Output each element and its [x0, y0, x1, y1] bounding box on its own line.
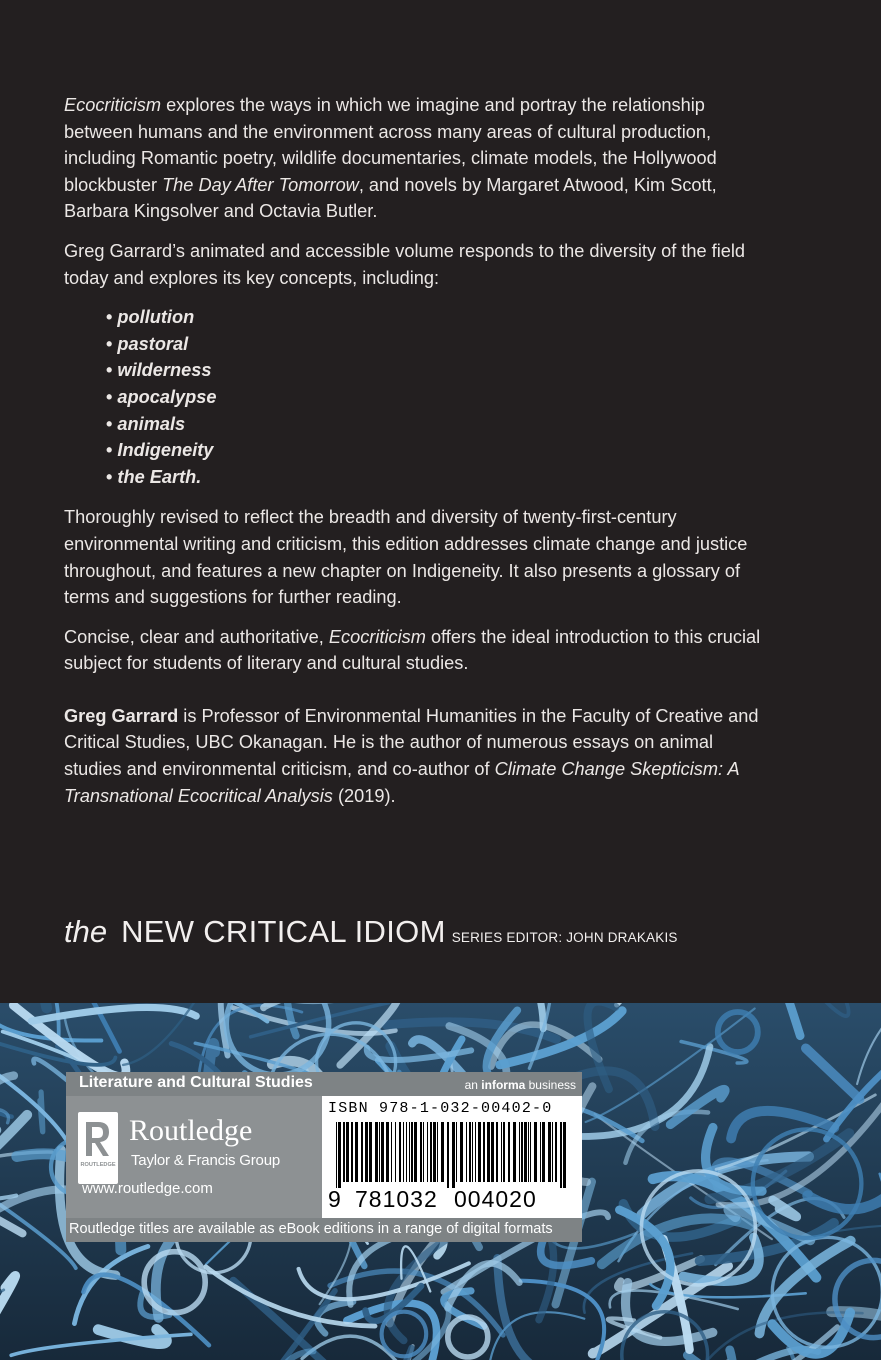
publisher-block [66, 1096, 322, 1218]
list-item: • apocalypse [106, 384, 764, 411]
barcode-bar [351, 1122, 353, 1182]
informa-tagline: an informa business [464, 1078, 576, 1092]
publisher-group: Taylor & Francis Group [131, 1152, 280, 1169]
barcode-bar [491, 1122, 494, 1182]
barcode-bar [552, 1122, 553, 1182]
coauthored-book-title: Climate Change Skepticism: A Transnational Ecocritical Analysis [64, 759, 739, 806]
barcode-bar [548, 1122, 551, 1182]
isbn-barcode-block: ISBN 978-1-032-00402-0 9 781032 004020 [322, 1096, 582, 1218]
barcode-bar [563, 1122, 566, 1188]
barcode-bar [409, 1122, 410, 1182]
publisher-label [66, 1072, 582, 1242]
barcode-bar [365, 1122, 368, 1182]
list-item: • pastoral [106, 331, 764, 358]
isbn-label: ISBN 978-1-032-00402-0 [328, 1100, 553, 1117]
barcode-bar [478, 1122, 481, 1182]
barcode-bar [430, 1122, 432, 1182]
barcode-bar [361, 1122, 363, 1182]
barcode-bar [423, 1122, 424, 1182]
barcode-bar [466, 1122, 467, 1182]
blurb-paragraph-1: Ecocriticism explores the ways in which we imagine and portray the relationship between humans and the environment across many areas of cultural production, including Romantic poetry, wildlife documentaries, climate models, the Hollywood blockbuster The Day After Tomorrow, and novels by Margaret Atwood, Kim Scott, Barbara Kingsolver and Octavia Butler. [64, 95, 717, 222]
barcode-bar [475, 1122, 476, 1182]
blurb-paragraph-2: Greg Garrard’s animated and accessible volume responds to the diversity of the field today and explores its key concepts, including: [64, 240, 746, 288]
barcode-bar [496, 1122, 498, 1182]
svg-text:ROUTLEDGE: ROUTLEDGE [80, 1162, 116, 1168]
barcode-bar [343, 1122, 345, 1182]
barcode-bar [427, 1122, 428, 1182]
book-title-italic: Ecocriticism [328, 626, 426, 647]
barcode-bar [487, 1122, 490, 1182]
book-title-italic: Ecocriticism [64, 95, 162, 115]
barcode-bar [452, 1122, 455, 1188]
barcode-bar [501, 1122, 502, 1182]
barcode-bar [403, 1122, 404, 1182]
list-item: • pollution [106, 304, 764, 331]
barcode-bar [472, 1122, 473, 1182]
blurb [64, 92, 764, 822]
ebook-note: Routledge titles are available as eBook editions in a range of digital formats [69, 1221, 553, 1237]
barcode-bar [406, 1122, 407, 1182]
barcode-bar [534, 1122, 537, 1182]
series-the: the [64, 914, 108, 949]
list-item: • Indigeneity [106, 437, 764, 464]
barcode-bar [447, 1122, 449, 1188]
barcode-bar [420, 1122, 422, 1182]
ebook-note-bar [66, 1218, 582, 1242]
subject-category: Literature and Cultural Studies [79, 1074, 313, 1091]
publisher-name: Routledge [129, 1114, 253, 1147]
barcode-bar [456, 1122, 457, 1182]
blurb-paragraph-4: Concise, clear and authoritative, Ecocriticism offers the ideal introduction to this crucial subject for students of literary and cultural studies. [64, 626, 761, 674]
barcode-bar [521, 1122, 523, 1182]
barcode-bar [433, 1122, 436, 1182]
barcode-bar [483, 1122, 485, 1182]
film-title: The Day After Tomorrow [162, 174, 359, 195]
barcode-bar [399, 1122, 401, 1182]
series-editor: SERIES EDITOR: JOHN DRAKAKIS [451, 930, 678, 945]
barcode-bar [336, 1122, 337, 1188]
barcode-bar [386, 1122, 389, 1182]
barcode-bar [555, 1122, 557, 1182]
routledge-logo-icon [78, 1112, 118, 1184]
barcode-bar [542, 1122, 545, 1182]
barcode-bar [469, 1122, 471, 1182]
barcode-bar [437, 1122, 438, 1182]
barcode-bar [519, 1122, 520, 1182]
barcode-bar [524, 1122, 527, 1182]
list-item: • wilderness [106, 357, 764, 384]
series-title [64, 914, 678, 950]
barcode-bar [460, 1122, 463, 1182]
author-bio: Greg Garrard is Professor of Environmental Humanities in the Faculty of Creative and Critical Studies, UBC Okanagan. He is the author of numerous essays on animal studies and environmental criticism, and co-author of Climate Change Skepticism: A Transnational Ecocritical Analysis (2019). [64, 705, 759, 806]
barcode-bar [379, 1122, 380, 1182]
barcode-bar [540, 1122, 541, 1182]
barcode-bar [503, 1122, 505, 1182]
barcode-bar [369, 1122, 372, 1182]
barcode-bar [391, 1122, 392, 1182]
barcode-icon [336, 1122, 568, 1188]
category-bar [66, 1072, 582, 1096]
barcode-bar [411, 1122, 413, 1182]
barcode-bar [381, 1122, 384, 1182]
list-item: • animals [106, 411, 764, 438]
barcode-bar [441, 1122, 444, 1182]
barcode-bar [508, 1122, 510, 1182]
barcode-bar [560, 1122, 562, 1188]
publisher-website[interactable]: www.routledge.com [82, 1180, 213, 1197]
blurb-paragraph-3: Thoroughly revised to reflect the breadth and diversity of twenty-first-century environmental writing and criticism, this edition addresses climate change and justice throughout, and features a new chapter on Indigeneity. It also presents a glossary of terms and suggestions for further reading. [64, 507, 748, 608]
barcode-bar [528, 1122, 529, 1182]
barcode-bar [395, 1122, 396, 1182]
barcode-bar [355, 1122, 358, 1182]
barcode-bar [375, 1122, 378, 1182]
author-name: Greg Garrard [64, 705, 179, 726]
barcode-bar [513, 1122, 516, 1182]
barcode-bar [414, 1122, 417, 1182]
list-item: • the Earth. [106, 464, 764, 491]
barcode-bar [338, 1122, 341, 1188]
barcode-bar [346, 1122, 349, 1182]
key-concepts-list [106, 304, 764, 490]
barcode-bar [530, 1122, 531, 1182]
series-name: NEW CRITICAL IDIOM [121, 914, 446, 949]
